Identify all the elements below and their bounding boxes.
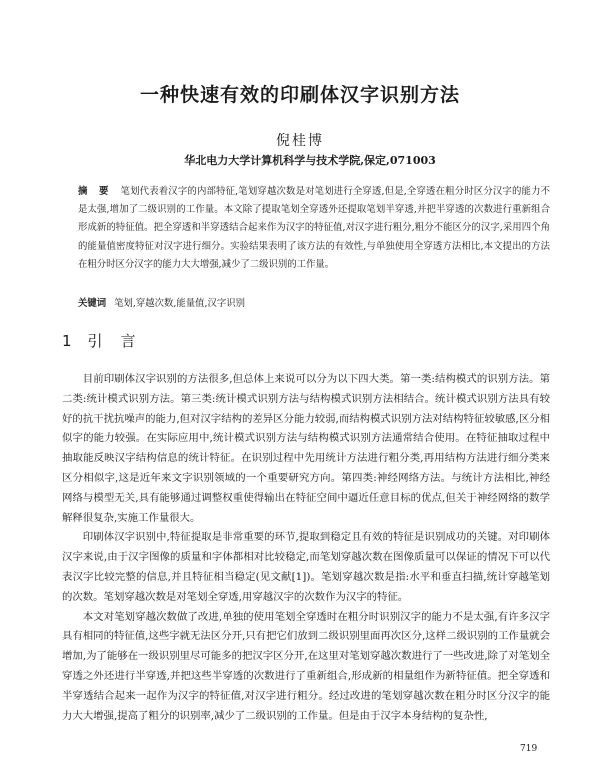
body-paragraph: 本文对笔划穿越次数做了改进,单独的使用笔划全穿透时在粗分时识别汉字的能力不是太强,有许多汉字具有相同的特征值,这些字就无法区分开,只有把它们放到二级识别里面再次区分,这样二级识别的工作量就会增加,为了能够在一级识别里尽可能多的把汉字区分开,在这里对笔划穿越次数进行了一些改进,除了对笔划全穿透之外还进行半穿透,并把这些半穿透的次数进行了重新组合,形成新的相量组作为新特征值。把全穿透和半穿透结合起来一起作为汉字的特征值,对汉字进行粗分。经过改进的笔划穿越次数在粗分时区分汉字的能力大大增强,提高了粗分的识别率,减少了二级识别的工作量。但是由于汉字本身结构的复杂性, [62,610,550,722]
abstract-label: 摘 要 [78,186,113,197]
abstract [78,183,550,274]
keywords-label: 关键词 [78,298,107,309]
author-affiliation: 华北电力大学计算机科学与技术学院,保定,071003 [184,154,436,167]
page-number: 719 [520,744,538,754]
keywords [78,296,550,312]
paper-title: 一种快速有效的印刷体汉字识别方法 [139,84,460,106]
keywords-text: 笔划,穿越次数,能量值,汉字识别 [114,298,245,309]
abstract-text: 笔划代表着汉字的内部特征,笔划穿越次数是对笔划进行全穿透,但是,全穿透在粗分时区分汉字的能力不是太强,增加了二级识别的工作量。本文除了提取笔划全穿透外还提取笔划半穿透,并把半穿透的次数进行重新组合形成新的特征值。把全穿透和半穿透结合起来作为汉字的特征值,对汉字进行粗分,粗分不能区分的汉字,采用四个角的能量值密度特征对汉字进行细分。实验结果表明了该方法的有效性,与单独使用全穿透方法相比,本文提出的方法在粗分时区分汉字的能力大大增强,减少了二级识别的工作量。 [78,186,550,270]
body-text [62,370,550,726]
section-title: 引言 [87,332,154,350]
body-paragraph: 目前印刷体汉字识别的方法很多,但总体上来说可以分为以下四大类。第一类:结构模式的识别方法。第二类:统计模式识别方法。第三类:统计模式识别方法与结构模式识别方法相结合。统计模式识别方法具有较好的抗干扰抗噪声的能力,但对汉字结构的差异区分能力较弱,而结构模式识别方法对结构特征较敏感,区分相似字的能力较强。在实际应用中,统计模式识别方法与结构模式识别方法通常结合使用。在特征抽取过程中抽取能反映汉字结构信息的统计特征。在识别过程中先用统计方法进行粗分类,再用结构方法进行细分类来区分相似字,这是近年来文字识别领域的一个重要研究方向。第四类:神经网络方法。与统计方法相比,神经网络与模型无关,具有能够通过调整权重使得输出在特征空间中逼近任意目标的优点,但关于神经网络的数学解释很复杂,实施工作量很大。 [62,373,550,524]
section-number: 1 [62,332,74,350]
author-name: 倪桂博 [276,133,324,149]
section-heading-introduction [62,330,154,351]
body-paragraph: 印刷体汉字识别中,特征提取是非常重要的环节,提取到稳定且有效的特征是识别成功的关键。对印刷体汉字来说,由于汉字图像的质量和字体都相对比较稳定,而笔划穿越次数在图像质量可以保证的情况下可以代表汉字比较完整的信息,并且特征相当稳定(见文献[1])。笔划穿越次数是指:水平和垂直扫描,统计穿越笔划的次数。笔划穿越次数是对笔划全穿透,用穿越汉字的次数作为汉字的特征。 [62,531,550,603]
